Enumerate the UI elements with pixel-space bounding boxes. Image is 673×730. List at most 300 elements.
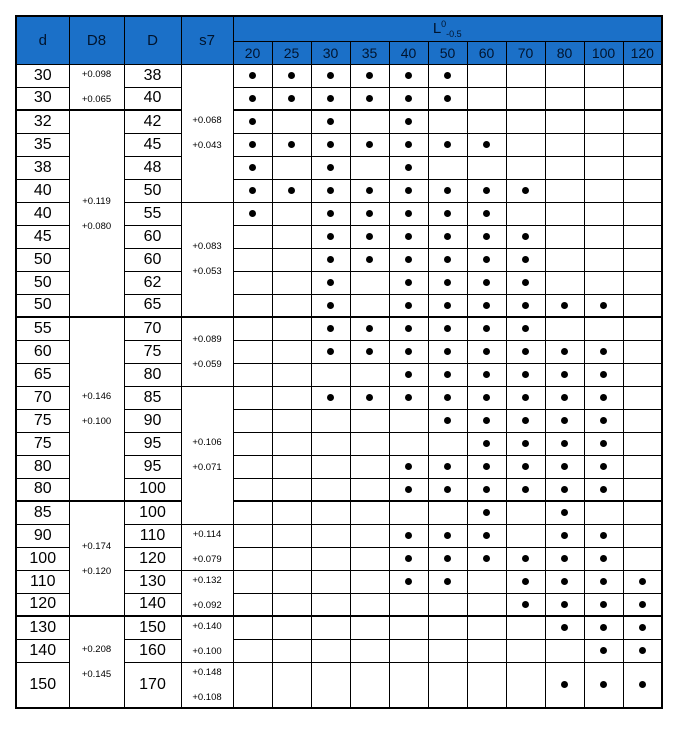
availability-dot <box>522 279 529 286</box>
availability-dot <box>522 187 529 194</box>
col-header-s7: s7 <box>181 16 233 64</box>
availability-dot <box>522 417 529 424</box>
availability-dot <box>405 141 412 148</box>
length-availability-cell-40 <box>389 386 428 409</box>
length-availability-cell-60 <box>467 87 506 110</box>
table-row <box>16 64 662 87</box>
length-availability-cell-60 <box>467 294 506 317</box>
s7-tolerance-cell <box>181 662 233 708</box>
availability-dot <box>405 302 412 309</box>
length-availability-cell-100 <box>584 110 623 133</box>
length-availability-cell-50 <box>428 317 467 340</box>
availability-dot <box>405 486 412 493</box>
d-value-cell: 80 <box>16 455 69 478</box>
availability-dot <box>483 394 490 401</box>
s7-tolerance-cell <box>181 64 233 202</box>
d-value-cell: 35 <box>16 133 69 156</box>
tolerance-upper: +0.140 <box>192 621 222 633</box>
D-value-cell: 60 <box>124 225 181 248</box>
length-availability-cell-25 <box>272 317 311 340</box>
availability-dot <box>483 440 490 447</box>
length-availability-cell-60 <box>467 340 506 363</box>
length-availability-cell-40 <box>389 570 428 593</box>
availability-dot <box>522 601 529 608</box>
length-availability-cell-25 <box>272 639 311 662</box>
length-availability-cell-30 <box>311 179 350 202</box>
availability-dot <box>522 371 529 378</box>
availability-dot <box>561 394 568 401</box>
D-value-cell: 100 <box>124 501 181 524</box>
tolerance-upper: +0.119 <box>82 195 111 207</box>
d-value-cell: 38 <box>16 156 69 179</box>
length-col-header-80: 80 <box>545 41 584 64</box>
length-availability-cell-50 <box>428 616 467 639</box>
length-availability-cell-35 <box>350 87 389 110</box>
tolerance-lower: +0.100 <box>81 416 112 427</box>
length-availability-cell-120 <box>623 271 662 294</box>
length-availability-cell-60 <box>467 363 506 386</box>
length-availability-cell-20 <box>233 478 272 501</box>
length-availability-cell-40 <box>389 87 428 110</box>
length-availability-cell-35 <box>350 386 389 409</box>
availability-dot <box>249 95 256 102</box>
table-row <box>16 110 662 133</box>
d-value-cell: 130 <box>16 616 69 639</box>
availability-dot <box>405 256 412 263</box>
length-availability-cell-60 <box>467 432 506 455</box>
length-availability-cell-30 <box>311 593 350 616</box>
table-header <box>16 16 662 64</box>
length-availability-cell-70 <box>506 501 545 524</box>
D-value-cell: 150 <box>124 616 181 639</box>
length-availability-cell-100 <box>584 409 623 432</box>
length-availability-cell-40 <box>389 616 428 639</box>
availability-dot <box>405 72 412 79</box>
length-availability-cell-20 <box>233 156 272 179</box>
length-availability-cell-70 <box>506 87 545 110</box>
availability-dot <box>561 417 568 424</box>
length-availability-cell-80 <box>545 616 584 639</box>
D-value-cell: 45 <box>124 133 181 156</box>
length-availability-cell-35 <box>350 156 389 179</box>
length-availability-cell-80 <box>545 248 584 271</box>
length-availability-cell-35 <box>350 478 389 501</box>
availability-dot <box>600 302 607 309</box>
length-availability-cell-40 <box>389 432 428 455</box>
D-value-cell: 95 <box>124 455 181 478</box>
length-availability-cell-35 <box>350 248 389 271</box>
length-col-header-25: 25 <box>272 41 311 64</box>
d-value-cell: 55 <box>16 317 69 340</box>
length-availability-cell-30 <box>311 317 350 340</box>
length-availability-cell-25 <box>272 593 311 616</box>
length-availability-cell-50 <box>428 64 467 87</box>
length-availability-cell-40 <box>389 225 428 248</box>
d8-tolerance-cell <box>69 616 124 708</box>
availability-dot <box>483 417 490 424</box>
length-availability-cell-60 <box>467 110 506 133</box>
s7-tolerance-cell <box>181 202 233 317</box>
length-availability-cell-20 <box>233 271 272 294</box>
length-availability-cell-70 <box>506 179 545 202</box>
availability-dot <box>483 463 490 470</box>
length-availability-cell-80 <box>545 179 584 202</box>
availability-dot <box>639 601 646 608</box>
availability-dot <box>366 394 373 401</box>
length-col-header-20: 20 <box>233 41 272 64</box>
length-availability-cell-120 <box>623 179 662 202</box>
availability-dot <box>327 118 334 125</box>
length-availability-cell-50 <box>428 87 467 110</box>
length-availability-cell-80 <box>545 639 584 662</box>
length-availability-cell-60 <box>467 639 506 662</box>
s7-tolerance-cell <box>181 386 233 524</box>
tolerance-lower: +0.092 <box>192 599 222 611</box>
length-availability-cell-100 <box>584 616 623 639</box>
tolerance-upper: +0.132 <box>192 574 222 586</box>
D-value-cell: 90 <box>124 409 181 432</box>
length-availability-cell-35 <box>350 662 389 708</box>
tolerance-upper: +0.174 <box>81 540 112 552</box>
availability-dot <box>327 72 334 79</box>
length-col-header-40: 40 <box>389 41 428 64</box>
length-availability-cell-20 <box>233 225 272 248</box>
dimension-table <box>15 15 663 709</box>
length-col-header-70: 70 <box>506 41 545 64</box>
length-availability-cell-100 <box>584 133 623 156</box>
length-availability-cell-50 <box>428 570 467 593</box>
d-value-cell: 120 <box>16 593 69 616</box>
length-availability-cell-70 <box>506 156 545 179</box>
availability-dot <box>444 302 451 309</box>
availability-dot <box>327 325 334 332</box>
availability-dot <box>444 463 451 470</box>
D-value-cell: 120 <box>124 547 181 570</box>
length-availability-cell-30 <box>311 87 350 110</box>
length-availability-cell-40 <box>389 478 428 501</box>
availability-dot <box>483 302 490 309</box>
length-availability-cell-100 <box>584 179 623 202</box>
length-col-header-30: 30 <box>311 41 350 64</box>
availability-dot <box>444 325 451 332</box>
availability-dot <box>327 141 334 148</box>
availability-dot <box>522 440 529 447</box>
col-header-length <box>233 16 662 41</box>
availability-dot <box>600 440 607 447</box>
length-availability-cell-80 <box>545 87 584 110</box>
availability-dot <box>327 348 334 355</box>
length-availability-cell-70 <box>506 294 545 317</box>
length-label-superscript: 0 <box>441 19 447 30</box>
length-availability-cell-70 <box>506 248 545 271</box>
availability-dot <box>561 681 568 688</box>
length-availability-cell-80 <box>545 524 584 547</box>
length-availability-cell-60 <box>467 271 506 294</box>
availability-dot <box>483 371 490 378</box>
availability-dot <box>522 325 529 332</box>
tolerance-lower: +0.071 <box>192 462 222 473</box>
length-availability-cell-20 <box>233 662 272 708</box>
length-availability-cell-120 <box>623 524 662 547</box>
availability-dot <box>327 210 334 217</box>
length-availability-cell-100 <box>584 501 623 524</box>
availability-dot <box>483 233 490 240</box>
length-availability-cell-120 <box>623 202 662 225</box>
length-availability-cell-120 <box>623 248 662 271</box>
availability-dot <box>405 187 412 194</box>
length-availability-cell-25 <box>272 455 311 478</box>
D-value-cell: 40 <box>124 87 181 110</box>
availability-dot <box>639 578 646 585</box>
availability-dot <box>288 141 295 148</box>
length-availability-cell-50 <box>428 501 467 524</box>
length-availability-cell-40 <box>389 110 428 133</box>
length-availability-cell-40 <box>389 547 428 570</box>
length-availability-cell-35 <box>350 639 389 662</box>
length-availability-cell-80 <box>545 110 584 133</box>
availability-dot <box>522 348 529 355</box>
length-availability-cell-30 <box>311 616 350 639</box>
length-availability-cell-120 <box>623 363 662 386</box>
length-availability-cell-120 <box>623 478 662 501</box>
tolerance-lower: +0.145 <box>81 669 112 680</box>
col-header-d: d <box>16 16 69 64</box>
length-availability-cell-35 <box>350 179 389 202</box>
D-value-cell: 65 <box>124 294 181 317</box>
d-value-cell: 60 <box>16 340 69 363</box>
length-availability-cell-100 <box>584 64 623 87</box>
length-availability-cell-70 <box>506 363 545 386</box>
tolerance-upper: +0.083 <box>192 241 222 253</box>
length-availability-cell-30 <box>311 110 350 133</box>
d-value-cell: 50 <box>16 271 69 294</box>
availability-dot <box>639 624 646 631</box>
d-value-cell: 110 <box>16 570 69 593</box>
length-availability-cell-120 <box>623 409 662 432</box>
availability-dot <box>405 95 412 102</box>
D-value-cell: 85 <box>124 386 181 409</box>
availability-dot <box>600 486 607 493</box>
availability-dot <box>600 578 607 585</box>
length-availability-cell-70 <box>506 110 545 133</box>
length-availability-cell-30 <box>311 248 350 271</box>
d-value-cell: 40 <box>16 179 69 202</box>
availability-dot <box>405 463 412 470</box>
length-availability-cell-40 <box>389 64 428 87</box>
length-availability-cell-120 <box>623 225 662 248</box>
length-availability-cell-20 <box>233 64 272 87</box>
length-availability-cell-35 <box>350 524 389 547</box>
availability-dot <box>444 141 451 148</box>
availability-dot <box>444 532 451 539</box>
tolerance-lower: +0.120 <box>81 565 112 577</box>
D-value-cell: 60 <box>124 248 181 271</box>
D-value-cell: 160 <box>124 639 181 662</box>
d-value-cell: 40 <box>16 202 69 225</box>
tolerance-upper: +0.068 <box>192 115 222 126</box>
availability-dot <box>444 394 451 401</box>
length-availability-cell-70 <box>506 133 545 156</box>
length-availability-cell-30 <box>311 501 350 524</box>
d8-tolerance-cell <box>69 64 124 110</box>
length-availability-cell-120 <box>623 340 662 363</box>
length-availability-cell-35 <box>350 432 389 455</box>
availability-dot <box>561 486 568 493</box>
length-availability-cell-35 <box>350 294 389 317</box>
length-availability-cell-30 <box>311 547 350 570</box>
length-availability-cell-30 <box>311 570 350 593</box>
length-availability-cell-120 <box>623 501 662 524</box>
length-availability-cell-100 <box>584 386 623 409</box>
length-label-base: L <box>432 20 442 38</box>
availability-dot <box>327 394 334 401</box>
length-availability-cell-80 <box>545 662 584 708</box>
length-availability-cell-100 <box>584 202 623 225</box>
length-availability-cell-100 <box>584 294 623 317</box>
availability-dot <box>288 187 295 194</box>
col-header-D: D <box>124 16 181 64</box>
length-availability-cell-60 <box>467 662 506 708</box>
length-availability-cell-100 <box>584 248 623 271</box>
availability-dot <box>444 555 451 562</box>
length-availability-cell-35 <box>350 110 389 133</box>
length-availability-cell-40 <box>389 179 428 202</box>
availability-dot <box>249 210 256 217</box>
length-availability-cell-20 <box>233 294 272 317</box>
length-availability-cell-35 <box>350 570 389 593</box>
availability-dot <box>561 371 568 378</box>
availability-dot <box>366 348 373 355</box>
length-availability-cell-40 <box>389 340 428 363</box>
length-availability-cell-80 <box>545 386 584 409</box>
length-availability-cell-100 <box>584 639 623 662</box>
length-availability-cell-60 <box>467 317 506 340</box>
length-availability-cell-70 <box>506 478 545 501</box>
length-availability-cell-80 <box>545 363 584 386</box>
length-availability-cell-30 <box>311 202 350 225</box>
availability-dot <box>561 532 568 539</box>
availability-dot <box>444 486 451 493</box>
length-availability-cell-35 <box>350 340 389 363</box>
length-availability-cell-40 <box>389 156 428 179</box>
d-value-cell: 80 <box>16 478 69 501</box>
length-availability-cell-35 <box>350 64 389 87</box>
availability-dot <box>405 233 412 240</box>
availability-dot <box>366 95 373 102</box>
length-availability-cell-25 <box>272 386 311 409</box>
length-availability-cell-25 <box>272 363 311 386</box>
length-availability-cell-40 <box>389 202 428 225</box>
length-availability-cell-20 <box>233 547 272 570</box>
availability-dot <box>483 279 490 286</box>
length-availability-cell-20 <box>233 409 272 432</box>
availability-dot <box>444 210 451 217</box>
s7-tolerance-cell <box>181 524 233 570</box>
availability-dot <box>405 118 412 125</box>
d-value-cell: 90 <box>16 524 69 547</box>
length-availability-cell-30 <box>311 294 350 317</box>
length-availability-cell-30 <box>311 363 350 386</box>
length-availability-cell-25 <box>272 110 311 133</box>
length-availability-cell-100 <box>584 570 623 593</box>
availability-dot <box>327 164 334 171</box>
length-availability-cell-20 <box>233 110 272 133</box>
D-value-cell: 70 <box>124 317 181 340</box>
length-availability-cell-40 <box>389 248 428 271</box>
length-availability-cell-20 <box>233 179 272 202</box>
length-availability-cell-25 <box>272 570 311 593</box>
length-availability-cell-60 <box>467 156 506 179</box>
length-availability-cell-25 <box>272 133 311 156</box>
tolerance-upper: +0.146 <box>81 391 112 402</box>
length-availability-cell-50 <box>428 248 467 271</box>
length-availability-cell-40 <box>389 501 428 524</box>
length-availability-cell-80 <box>545 478 584 501</box>
length-availability-cell-80 <box>545 340 584 363</box>
length-availability-cell-120 <box>623 317 662 340</box>
D-value-cell: 80 <box>124 363 181 386</box>
s7-tolerance-cell <box>181 570 233 616</box>
d-value-cell: 45 <box>16 225 69 248</box>
length-availability-cell-50 <box>428 179 467 202</box>
table-row <box>16 616 662 639</box>
availability-dot <box>444 187 451 194</box>
length-availability-cell-40 <box>389 133 428 156</box>
length-availability-cell-60 <box>467 386 506 409</box>
availability-dot <box>483 141 490 148</box>
length-availability-cell-80 <box>545 225 584 248</box>
length-availability-cell-35 <box>350 616 389 639</box>
tolerance-lower: +0.043 <box>192 140 222 151</box>
availability-dot <box>600 601 607 608</box>
availability-dot <box>405 279 412 286</box>
length-availability-cell-100 <box>584 271 623 294</box>
length-availability-cell-20 <box>233 455 272 478</box>
availability-dot <box>444 233 451 240</box>
length-availability-cell-80 <box>545 202 584 225</box>
availability-dot <box>561 555 568 562</box>
tolerance-upper: +0.106 <box>192 437 222 448</box>
length-availability-cell-60 <box>467 524 506 547</box>
availability-dot <box>366 210 373 217</box>
availability-dot <box>600 647 607 654</box>
d-value-cell: 100 <box>16 547 69 570</box>
availability-dot <box>522 302 529 309</box>
length-availability-cell-35 <box>350 225 389 248</box>
availability-dot <box>405 371 412 378</box>
d-value-cell: 140 <box>16 639 69 662</box>
s7-tolerance-cell <box>181 317 233 386</box>
length-availability-cell-70 <box>506 340 545 363</box>
D-value-cell: 100 <box>124 478 181 501</box>
length-availability-cell-40 <box>389 524 428 547</box>
length-availability-cell-80 <box>545 64 584 87</box>
availability-dot <box>561 509 568 516</box>
length-availability-cell-50 <box>428 133 467 156</box>
availability-dot <box>639 681 646 688</box>
length-availability-cell-30 <box>311 455 350 478</box>
d-value-cell: 75 <box>16 409 69 432</box>
availability-dot <box>561 601 568 608</box>
D-value-cell: 95 <box>124 432 181 455</box>
length-availability-cell-80 <box>545 409 584 432</box>
col-header-d8: D8 <box>69 16 124 64</box>
length-availability-cell-20 <box>233 202 272 225</box>
length-availability-cell-120 <box>623 294 662 317</box>
length-availability-cell-25 <box>272 64 311 87</box>
length-availability-cell-25 <box>272 248 311 271</box>
length-availability-cell-30 <box>311 133 350 156</box>
